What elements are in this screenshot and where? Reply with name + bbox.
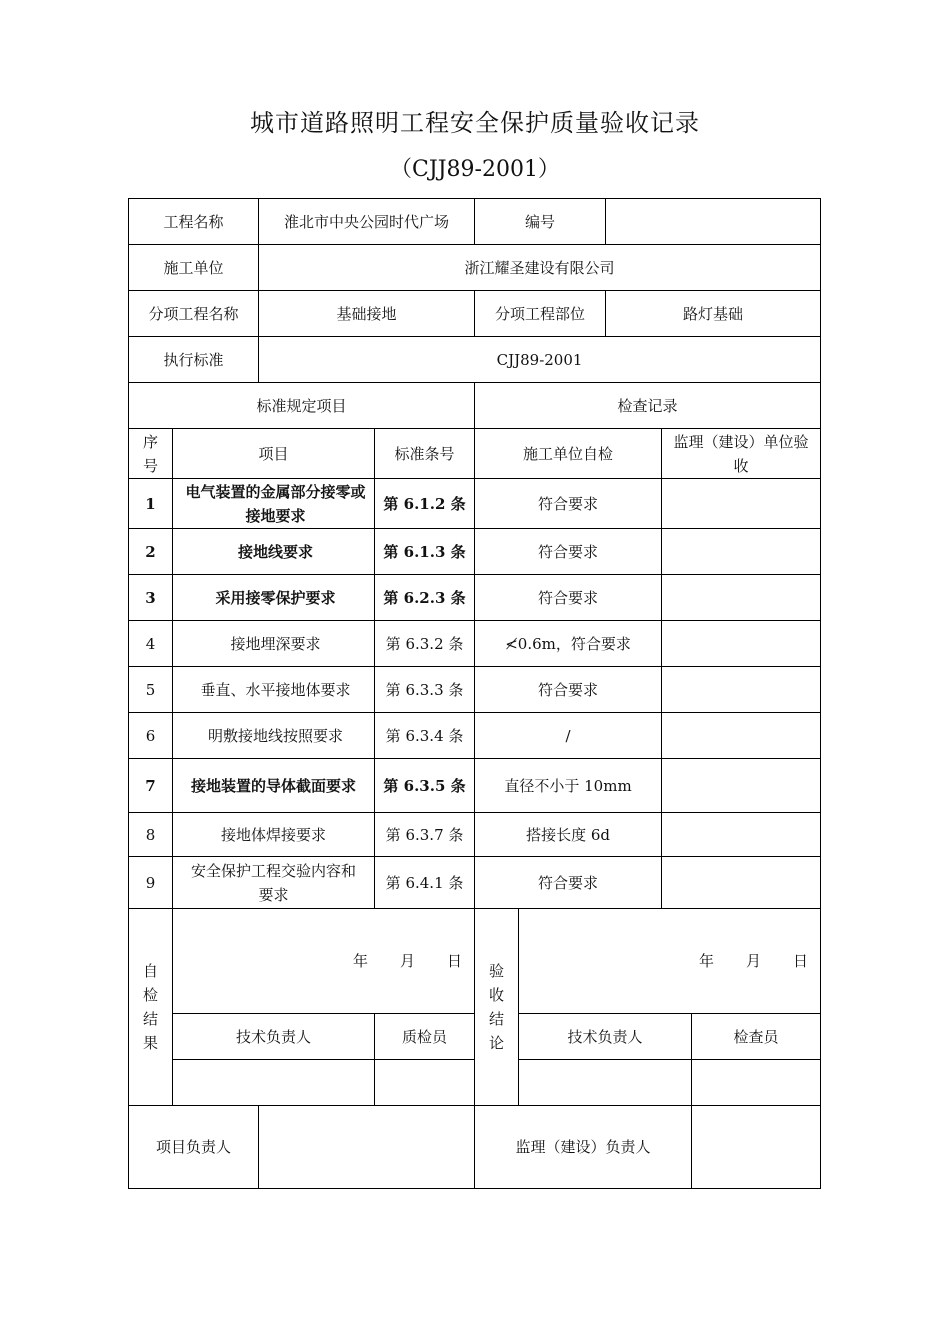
self-inspector-label: 质检员 xyxy=(375,1014,475,1060)
project-manager-signature[interactable] xyxy=(259,1106,475,1189)
info-row-contractor xyxy=(129,245,821,291)
table-row xyxy=(129,621,821,667)
project-name-value[interactable]: 淮北市中央公园时代广场 xyxy=(259,199,475,245)
result-date-row xyxy=(129,909,821,1014)
self-check-result-label: 自检结果 xyxy=(129,909,173,1106)
row-item: 采用接零保护要求 xyxy=(173,575,375,621)
row-clause: 第 6.1.2 条 xyxy=(375,479,475,529)
project-manager-label: 项目负责人 xyxy=(129,1106,259,1189)
contractor-label: 施工单位 xyxy=(129,245,259,291)
row-item: 接地装置的导体截面要求 xyxy=(173,759,375,813)
row-item: 接地埋深要求 xyxy=(173,621,375,667)
col-clause-header: 标准条号 xyxy=(375,429,475,479)
row-supervisor[interactable] xyxy=(662,529,821,575)
row-self-check[interactable]: 符合要求 xyxy=(475,857,662,909)
acc-checker-signature[interactable] xyxy=(692,1060,821,1106)
table-row xyxy=(129,813,821,857)
row-supervisor[interactable] xyxy=(662,575,821,621)
supervisor-manager-label: 监理（建设）负责人 xyxy=(475,1106,692,1189)
row-item: 安全保护工程交验内容和要求 xyxy=(173,857,375,909)
acceptance-record-form xyxy=(128,198,821,1189)
row-item: 明敷接地线按照要求 xyxy=(173,713,375,759)
row-seq: 6 xyxy=(129,713,173,759)
inspection-record-header: 检查记录 xyxy=(475,383,821,429)
page-title: 城市道路照明工程安全保护质量验收记录 xyxy=(250,109,700,137)
self-check-month-label: 月 xyxy=(400,952,416,970)
row-supervisor[interactable] xyxy=(662,813,821,857)
row-seq: 7 xyxy=(129,759,173,813)
row-clause: 第 6.3.5 条 xyxy=(375,759,475,813)
table-row xyxy=(129,857,821,909)
acceptance-month-label: 月 xyxy=(746,952,762,970)
contractor-value[interactable]: 浙江耀圣建设有限公司 xyxy=(259,245,821,291)
row-self-check[interactable]: 搭接长度 6d xyxy=(475,813,662,857)
row-seq: 3 xyxy=(129,575,173,621)
standard-value[interactable]: CJJ89-2001 xyxy=(259,337,821,383)
row-clause: 第 6.3.2 条 xyxy=(375,621,475,667)
row-item: 接地体焊接要求 xyxy=(173,813,375,857)
acceptance-result-label: 验收结论 xyxy=(475,909,519,1106)
row-supervisor[interactable] xyxy=(662,621,821,667)
part-value[interactable]: 路灯基础 xyxy=(606,291,821,337)
acc-checker-label: 检查员 xyxy=(692,1014,821,1060)
col-item-header: 项目 xyxy=(173,429,375,479)
row-self-check[interactable]: ≮0.6m，符合要求 xyxy=(475,621,662,667)
self-check-day-label: 日 xyxy=(447,952,463,970)
footer-row xyxy=(129,1106,821,1189)
acceptance-date[interactable] xyxy=(519,909,821,1014)
row-clause: 第 6.2.3 条 xyxy=(375,575,475,621)
col-self-check-header: 施工单位自检 xyxy=(475,429,662,479)
supervisor-manager-signature[interactable] xyxy=(692,1106,821,1189)
row-clause: 第 6.3.7 条 xyxy=(375,813,475,857)
row-self-check[interactable]: 符合要求 xyxy=(475,575,662,621)
row-clause: 第 6.1.3 条 xyxy=(375,529,475,575)
page-subtitle: （CJJ89-2001） xyxy=(390,157,560,182)
row-supervisor[interactable] xyxy=(662,667,821,713)
table-row xyxy=(129,713,821,759)
row-clause: 第 6.3.3 条 xyxy=(375,667,475,713)
row-seq: 4 xyxy=(129,621,173,667)
self-tech-lead-signature[interactable] xyxy=(173,1060,375,1106)
row-seq: 2 xyxy=(129,529,173,575)
row-clause: 第 6.3.4 条 xyxy=(375,713,475,759)
row-self-check[interactable]: / xyxy=(475,713,662,759)
self-inspector-signature[interactable] xyxy=(375,1060,475,1106)
info-row-standard xyxy=(129,337,821,383)
table-row xyxy=(129,575,821,621)
col-seq-header: 序号 xyxy=(129,429,173,479)
part-label: 分项工程部位 xyxy=(475,291,606,337)
subproject-value[interactable]: 基础接地 xyxy=(259,291,475,337)
row-self-check[interactable]: 符合要求 xyxy=(475,529,662,575)
self-check-date[interactable] xyxy=(173,909,475,1014)
row-supervisor[interactable] xyxy=(662,479,821,529)
number-value[interactable] xyxy=(606,199,821,245)
row-clause: 第 6.4.1 条 xyxy=(375,857,475,909)
row-supervisor[interactable] xyxy=(662,857,821,909)
row-seq: 1 xyxy=(129,479,173,529)
row-item: 电气装置的金属部分接零或接地要求 xyxy=(173,479,375,529)
acc-tech-lead-signature[interactable] xyxy=(519,1060,692,1106)
row-item: 接地线要求 xyxy=(173,529,375,575)
project-name-label: 工程名称 xyxy=(129,199,259,245)
column-header-row xyxy=(129,429,821,479)
signature-label-row xyxy=(129,1014,821,1060)
standard-label: 执行标准 xyxy=(129,337,259,383)
row-self-check[interactable]: 符合要求 xyxy=(475,667,662,713)
table-row xyxy=(129,759,821,813)
row-seq: 5 xyxy=(129,667,173,713)
signature-value-row xyxy=(129,1060,821,1106)
row-self-check[interactable]: 符合要求 xyxy=(475,479,662,529)
spec-items-header: 标准规定项目 xyxy=(129,383,475,429)
acceptance-day-label: 日 xyxy=(793,952,809,970)
row-seq: 9 xyxy=(129,857,173,909)
row-supervisor[interactable] xyxy=(662,759,821,813)
table-row xyxy=(129,479,821,529)
number-label: 编号 xyxy=(475,199,606,245)
acceptance-year-label: 年 xyxy=(699,952,715,970)
row-seq: 8 xyxy=(129,813,173,857)
acc-tech-lead-label: 技术负责人 xyxy=(519,1014,692,1060)
info-row-subproject xyxy=(129,291,821,337)
table-row xyxy=(129,529,821,575)
self-tech-lead-label: 技术负责人 xyxy=(173,1014,375,1060)
subproject-label: 分项工程名称 xyxy=(129,291,259,337)
info-row-project xyxy=(129,199,821,245)
table-row xyxy=(129,667,821,713)
row-item: 垂直、水平接地体要求 xyxy=(173,667,375,713)
row-self-check[interactable]: 直径不小于 10mm xyxy=(475,759,662,813)
section-header-row xyxy=(129,383,821,429)
col-supervisor-header: 监理（建设）单位验收 xyxy=(662,429,821,479)
row-supervisor[interactable] xyxy=(662,713,821,759)
self-check-year-label: 年 xyxy=(352,952,368,970)
